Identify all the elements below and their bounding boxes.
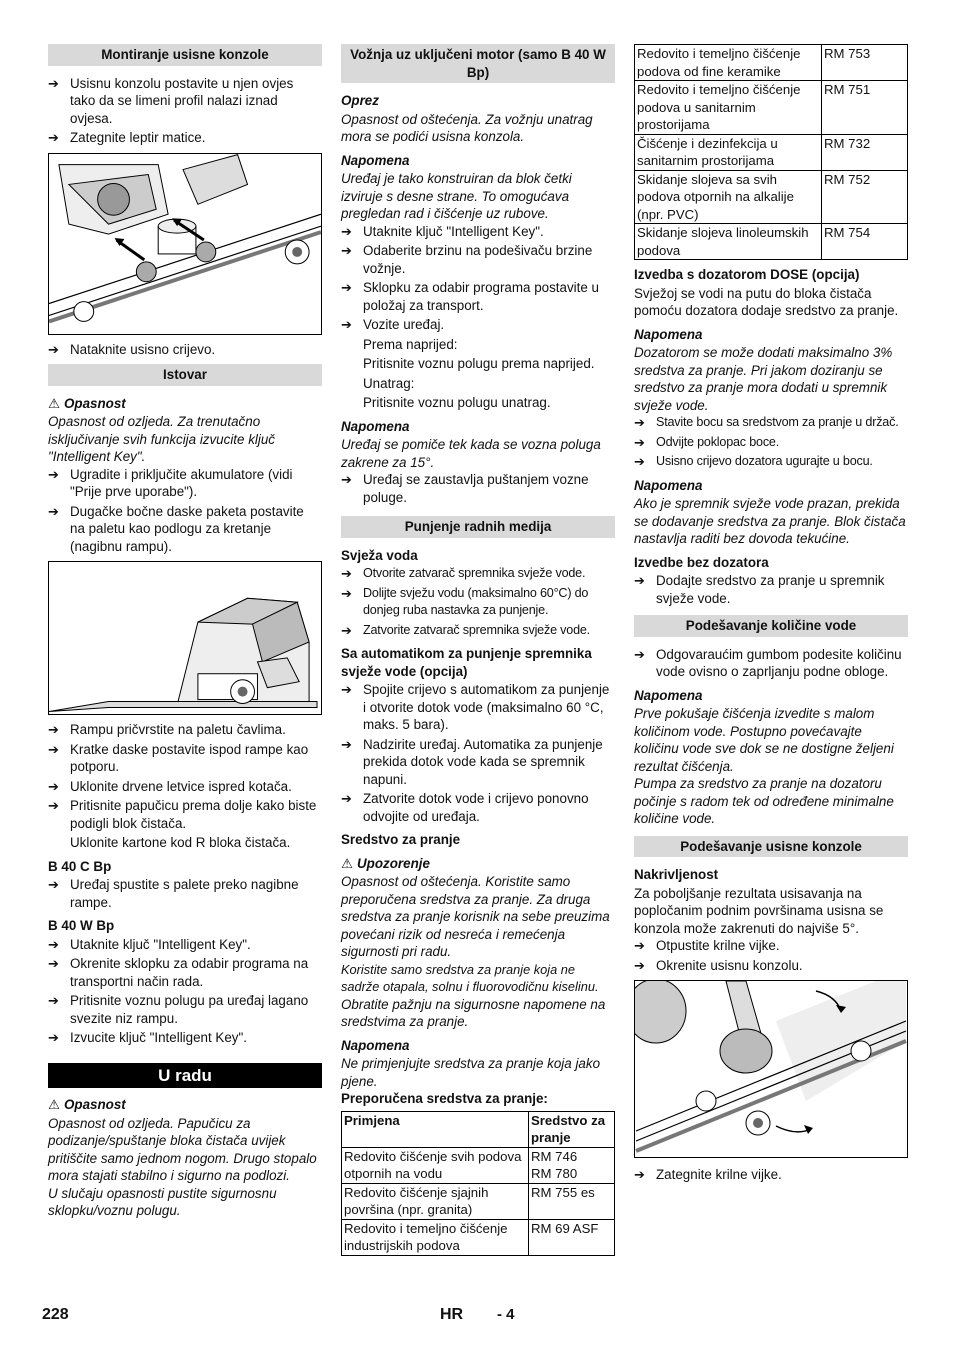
column-2 (341, 44, 615, 1256)
tilt-after (634, 1166, 908, 1184)
dose-title: Izvedba s dozatorom DOSE (opcija) (634, 267, 860, 282)
list-item: ➔ Pritisnite voznu polugu pa uređaj lagano svezite niz rampu. (48, 992, 322, 1027)
note3-label: Napomena (341, 1037, 410, 1053)
figure-squeegee-mounting (48, 153, 322, 335)
auto-fill-steps (341, 681, 615, 825)
table-cell: RM 753 (822, 45, 908, 81)
table-cell: RM 752 (822, 170, 908, 224)
chapter-heading: U radu (48, 1063, 322, 1089)
note1-label: Napomena (634, 326, 703, 342)
section-title-mounting: Montiranje usisne konzole (48, 44, 322, 66)
table-cell: RM 755 es (529, 1183, 615, 1219)
list-item: ➔ Utaknite ključ "Intelligent Key". (48, 936, 322, 954)
detergent-table-continued (634, 44, 908, 260)
list-item: ➔ Uklonite drvene letvice ispred kotača. (48, 778, 322, 796)
dose-steps (634, 414, 908, 471)
auto-fill-title: Sa automatikom za punjenje spremnika svježe vode (opcija) (341, 646, 592, 679)
list-item: ➔ Nataknite usisno crijevo. (48, 341, 322, 359)
warning-label: Upozorenje (357, 855, 430, 871)
note2-label: Napomena (634, 477, 703, 493)
list-item: ➔ Zatvorite dotok vode i crijevo ponovno odvojite od uređaja. (341, 790, 615, 825)
caution-label: Oprez (341, 93, 379, 108)
list-item: ➔ Dugačke bočne daske paketa postavite na paletu kao podlogu za kretanje (nagibnu rampu). (48, 503, 322, 556)
note1-label: Napomena (341, 152, 410, 168)
list-item: ➔ Dolijte svježu vodu (maksimalno 60°C) do donjeg ruba nastavka za punjenje. (341, 585, 615, 620)
plain-backward: Unatrag: (363, 375, 415, 391)
figure-pallet-ramp (48, 561, 322, 715)
mounting-after (48, 341, 322, 359)
list-item: ➔ Otpustite krilne vijke. (634, 937, 908, 955)
table-cell: RM 751 (822, 81, 908, 135)
scrubber-on-pallet-illustration (49, 562, 321, 714)
list-item: ➔ Rampu pričvrstite na paletu čavlima. (48, 721, 322, 739)
language-code: HR (440, 1306, 464, 1323)
no-dose-title: Izvedbe bez dozatora (634, 554, 769, 570)
danger-label: Opasnost (64, 395, 126, 411)
detergent-table (341, 1111, 615, 1256)
section-title-water-amount: Podešavanje količine vode (634, 615, 908, 637)
fresh-water-title: Svježa voda (341, 547, 418, 563)
table-header-cell: Sredstvo za pranje (529, 1111, 615, 1147)
b40w-steps (48, 936, 322, 1047)
table-cell: Redovito i temeljno čišćenje industrijskih podova (342, 1219, 529, 1255)
warning-heading (341, 855, 615, 873)
list-item: ➔ Pritisnite papučicu prema dolje kako biste podigli blok čistača. (48, 797, 322, 832)
note3-text2: Pumpa za sredstvo za pranje na dozatoru počinje s radom tek od određene minimalne količine vode. (634, 776, 894, 826)
list-item: ➔ Sklopku za odabir programa postavite u položaj za transport. (341, 279, 615, 314)
note1-text: Dozatorom se može dodati maksimalno 3% sredstva za pranje. Pri jakom doziranju se sredstvo za pranje mora dodati u spremnik svježe vode. (634, 345, 893, 413)
danger2-label: Opasnost (64, 1097, 126, 1112)
table-row (342, 1147, 615, 1183)
list-item: ➔ Okrenite usisnu konzolu. (634, 957, 908, 975)
tilt-text: Za poboljšanje rezultata usisavanja na popločanim podnim površinama usisna se konzola može zakrenuti do najviše 5°. (634, 885, 884, 936)
detergent-title: Sredstvo za pranje (341, 832, 461, 847)
table-header-row (342, 1111, 615, 1147)
plain-forward-action: Pritisnite voznu polugu prema naprijed. (363, 356, 595, 371)
list-item: ➔ Odgovaraućim gumbom podesite količinu vode ovisno o zaprljanju podne obloge. (634, 646, 908, 681)
squeegee-mounting-illustration (49, 154, 321, 334)
list-item: ➔ Spojite crijevo s automatikom za punjenje i otvorite dotok vode (maksimalno 60 °C, maks. 5 bara). (341, 681, 615, 734)
table-row (635, 134, 908, 170)
table-cell: Skidanje slojeva sa svih podova otpornih na alkalije (npr. PVC) (635, 170, 822, 224)
table-row (635, 224, 908, 260)
no-dose-steps (634, 572, 908, 607)
tilt-steps (634, 937, 908, 974)
table-cell: Redovito čišćenje svih podova otpornih na vodu (342, 1147, 529, 1183)
list-item: ➔ Uređaj se zaustavlja puštanjem vozne poluge. (341, 471, 615, 506)
warning-text: Opasnost od oštećenja. Koristite samo preporučena sredstva za pranje. Za druga sredstva za pranje korisnik na sebe preuzima povećani rizik od nesreća i remećenja sigurnosti pri radu. (341, 874, 610, 959)
table-row (635, 45, 908, 81)
table-row (342, 1183, 615, 1219)
table-row (635, 81, 908, 135)
table-header-cell: Primjena (342, 1111, 529, 1147)
note3-label: Napomena (634, 687, 703, 703)
plain-forward: Prema naprijed: (363, 336, 458, 352)
list-item: ➔ Zategnite leptir matice. (48, 129, 322, 147)
note2-text: Ako je spremnik svježe vode prazan, prekida se dodavanje sredstva za pranje. Blok čistača nastavlja raditi bez dovoda tekućine. (634, 496, 906, 546)
fresh-water-steps (341, 565, 615, 639)
b40w-title: B 40 W Bp (48, 918, 115, 933)
page-number: 228 (42, 1306, 69, 1323)
list-item: ➔ Dodajte sredstvo za pranje u spremnik svježe vode. (634, 572, 908, 607)
warning-icon: ⚠ (48, 1097, 61, 1112)
section-number: - 4 (497, 1306, 515, 1323)
unloading-steps (48, 466, 322, 556)
table-row (342, 1219, 615, 1255)
warning-icon: ⚠ (48, 395, 61, 411)
driving-steps (341, 223, 615, 334)
driving-steps-b (341, 471, 615, 506)
list-item: ➔ Stavite bocu sa sredstvom za pranje u držač. (634, 414, 908, 432)
danger2-heading (48, 1096, 322, 1114)
table-cell: Čišćenje i dezinfekcija u sanitarnim prostorijama (635, 134, 822, 170)
unloading-plain: Uklonite kartone kod R bloka čistača. (70, 835, 291, 850)
water-amount-steps (634, 646, 908, 681)
danger-heading (48, 395, 322, 413)
list-item: ➔ Kratke daske postavite ispod rampe kao potporu. (48, 741, 322, 776)
list-item: ➔ Izvucite ključ "Intelligent Key". (48, 1029, 322, 1047)
list-item: ➔ Usisnu konzolu postavite u njen ovjes tako da se limeni profil nalazi iznad ovjesa. (48, 75, 322, 128)
list-item: ➔ Utaknite ključ "Intelligent Key". (341, 223, 615, 241)
table-cell: RM 754 (822, 224, 908, 260)
section-title-unloading: Istovar (48, 364, 322, 386)
tilt-title: Nakrivljenost (634, 867, 719, 882)
table-cell: Redovito i temeljno čišćenje podova od fine keramike (635, 45, 822, 81)
unloading-steps-b (48, 721, 322, 832)
danger-text: Opasnost od ozljeda. Za trenutačno isključivanje svih funkcija izvucite ključ "Intelligent Key". (48, 414, 275, 464)
list-item: ➔ Ugradite i priključite akumulatore (vidi "Prije prve uporabe"). (48, 466, 322, 501)
table-cell: RM 746 RM 780 (529, 1147, 615, 1183)
caution-text: Opasnost od oštećenja. Za vožnju unatrag mora se podići usisna konzola. (341, 111, 593, 144)
plain-backward-action: Pritisnite voznu polugu unatrag. (363, 395, 551, 410)
danger2-text2: U slučaju opasnosti pustite sigurnosnu sklopku/voznu polugu. (48, 1185, 277, 1218)
list-item: ➔ Zatvorite zatvarač spremnika svježe vode. (341, 622, 615, 640)
dose-text: Svježoj se vodi na putu do bloka čistača pomoću dozatora dodaje sredstvo za pranje. (634, 285, 899, 318)
mounting-steps (48, 75, 322, 147)
list-item: ➔ Uređaj spustite s palete preko nagibne rampe. (48, 876, 322, 911)
list-item: ➔ Nadzirite uređaj. Automatika za punjenje prekida dotok vode kada se spremnik napuni. (341, 736, 615, 789)
list-item: ➔ Otvorite zatvarač spremnika svježe vode. (341, 565, 615, 583)
list-item: ➔ Vozite uređaj. (341, 316, 615, 334)
column-1 (48, 44, 322, 1220)
table-cell: Redovito i temeljno čišćenje podova u sanitarnim prostorijama (635, 81, 822, 135)
warning-icon: ⚠ (341, 855, 354, 871)
warning-text3: Obratite pažnju na sigurnosne napomene na sredstvima za pranje. (341, 996, 606, 1029)
note1-text: Uređaj je tako konstruiran da blok četki izviruje s desne strane. To omogućava pregledan rad i čišćenje uz rubove. (341, 171, 572, 221)
warning-text2: Koristite samo sredstva za pranje koja ne sadrže otapala, solnu i fluorovodičnu kiselinu. (341, 961, 599, 994)
recommended-title: Preporučena sredstva za pranje: (341, 1091, 548, 1106)
figure-squeegee-tilt (634, 980, 908, 1158)
b40c-title: B 40 C Bp (48, 858, 112, 874)
list-item: ➔ Odvijte poklopac boce. (634, 434, 908, 452)
list-item: ➔ Zategnite krilne vijke. (634, 1166, 908, 1184)
b40c-steps (48, 876, 322, 911)
table-cell: RM 732 (822, 134, 908, 170)
table-row (635, 170, 908, 224)
note3-text: Ne primjenjujte sredstva za pranje koja jako pjene. (341, 1056, 601, 1089)
danger2-text: Opasnost od ozljeda. Papučicu za podizanje/spuštanje bloka čistača uvijek pritiščite samo jednom nogom. Drugo stopalo mora stajati stabilno i sigurno na podlozi. (48, 1115, 317, 1183)
note3-text: Prve pokušaje čišćenja izvedite s malom količinom vode. Postupno povećavajte količinu vode sve dok se ne dostigne željeni rezultat čišćenja. (634, 706, 894, 774)
list-item: ➔ Odaberite brzinu na podešivaču brzine vožnje. (341, 242, 615, 277)
column-3 (634, 44, 908, 1186)
table-cell: Skidanje slojeva linoleumskih podova (635, 224, 822, 260)
list-item: ➔ Usisno crijevo dozatora ugurajte u bocu. (634, 453, 908, 471)
section-title-squeegee-adjust: Podešavanje usisne konzole (634, 836, 908, 858)
list-item: ➔ Okrenite sklopku za odabir programa na transportni način rada. (48, 955, 322, 990)
table-cell: Redovito čišćenje sjajnih površina (npr. granita) (342, 1183, 529, 1219)
section-title-driving: Vožnja uz uključeni motor (samo B 40 W Bp) (341, 44, 615, 83)
section-title-filling: Punjenje radnih medija (341, 516, 615, 538)
note2-label: Napomena (341, 418, 410, 434)
squeegee-tilt-illustration (635, 981, 907, 1157)
note2-text: Uređaj se pomiče tek kada se vozna poluga zakrene za 15°. (341, 437, 601, 470)
table-cell: RM 69 ASF (529, 1219, 615, 1255)
